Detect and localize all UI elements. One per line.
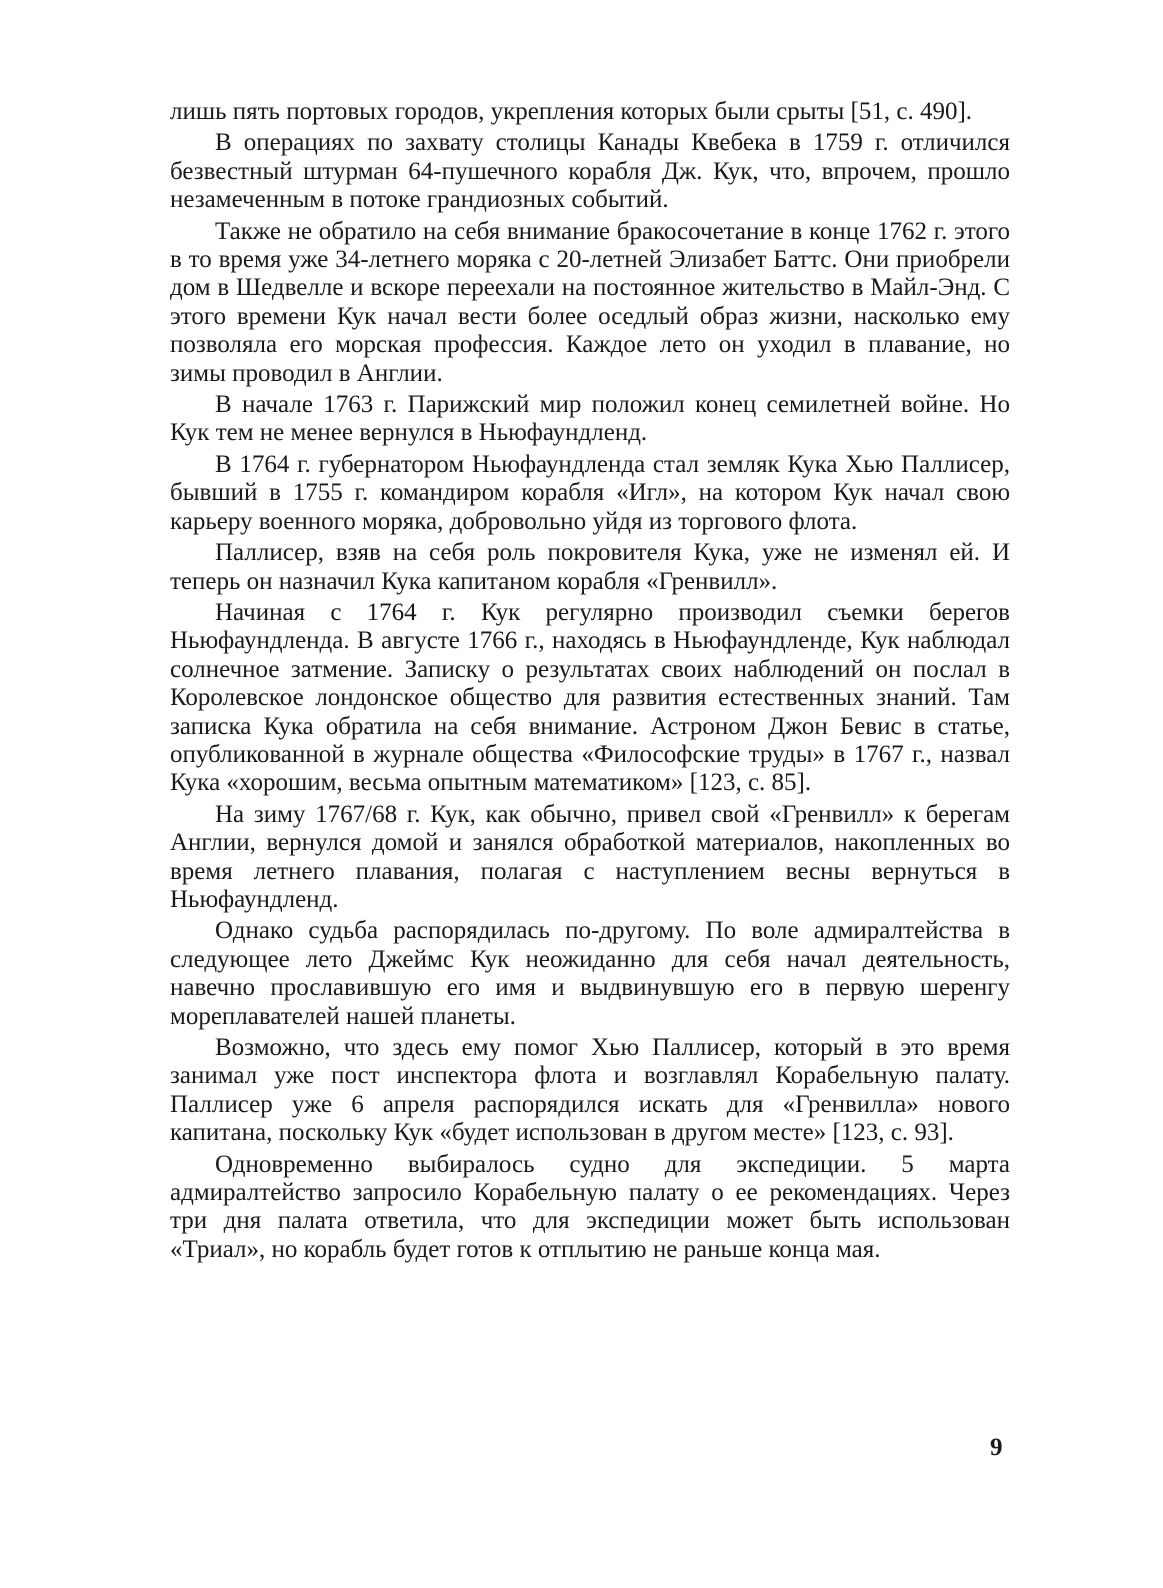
paragraph: Паллисер, взяв на себя роль покровителя Кука, уже не изменял ей. И теперь он назначил Кука капитаном корабля «Гренвилл». [170, 539, 1010, 595]
paragraph: На зиму 1767/68 г. Кук, как обычно, привел свой «Гренвилл» к берегам Англии, вернулся домой и занялся обработкой материалов, накопленных во время летнего плавания, полагая с наступлением весны вернуться в Ньюфаундленд. [170, 800, 1010, 913]
paragraph: Однако судьба распорядилась по-другому. По воле адмиралтейства в следующее лето Джеймс Кук неожиданно для себя начал деятельность, навечно прославившую его имя и выдвинувшую его в первую шеренгу мореплавателей нашей планеты. [170, 917, 1010, 1030]
paragraph: В 1764 г. губернатором Ньюфаундленда стал земляк Кука Хью Паллисер, бывший в 1755 г. командиром корабля «Игл», на котором Кук начал свою карьеру военного моряка, добровольно уйдя из торгового флота. [170, 450, 1010, 535]
paragraph: Одновременно выбиралось судно для экспедиции. 5 марта адмиралтейство запросило Корабельную палату о ее рекомендациях. Через три дня палата ответила, что для экспедиции может быть использован «Триал», но корабль будет готов к отплытию не раньше конца мая. [170, 1150, 1010, 1263]
body-text [170, 98, 1010, 1267]
paragraph: В начале 1763 г. Парижский мир положил конец семилетней войне. Но Кук тем не менее вернулся в Ньюфаундленд. [170, 391, 1010, 447]
paragraph: Возможно, что здесь ему помог Хью Паллисер, который в это время занимал уже пост инспектора флота и возглавлял Корабельную палату. Паллисер уже 6 апреля распорядился искать для «Гренвилла» нового капитана, поскольку Кук «будет использован в другом месте» [123, с. 93]. [170, 1034, 1010, 1147]
paragraph: Начиная с 1764 г. Кук регулярно производил съемки берегов Ньюфаундленда. В августе 1766 г., находясь в Ньюфаундленде, Кук наблюдал солнечное затмение. Записку о результатах своих наблюдений он послал в Королевское лондонское общество для развития естественных знаний. Там записка Кука обратила на себя внимание. Астроном Джон Бевис в статье, опубликованной в журнале общества «Философские труды» в 1767 г., назвал Кука «хорошим, весьма опытным математиком» [123, с. 85]. [170, 598, 1010, 797]
page-number: 9 [990, 1434, 1003, 1461]
paragraph: В операциях по захвату столицы Канады Квебека в 1759 г. отличился безвестный штурман 64-пушечного корабля Дж. Кук, что, впрочем, прошло незамеченным в потоке грандиозных событий. [170, 129, 1010, 214]
paragraph: лишь пять портовых городов, укрепления которых были срыты [51, с. 490]. [170, 98, 973, 125]
paragraph: Также не обратило на себя внимание бракосочетание в конце 1762 г. этого в то время уже 34-летнего моряка с 20-летней Элизабет Баттс. Они приобрели дом в Шедвелле и вскоре переехали на постоянное жительство в Майл-Энд. С этого времени Кук начал вести более оседлый образ жизни, насколько ему позволяла его морская профессия. Каждое лето он уходил в плавание, но зимы проводил в Англии. [170, 217, 1010, 387]
